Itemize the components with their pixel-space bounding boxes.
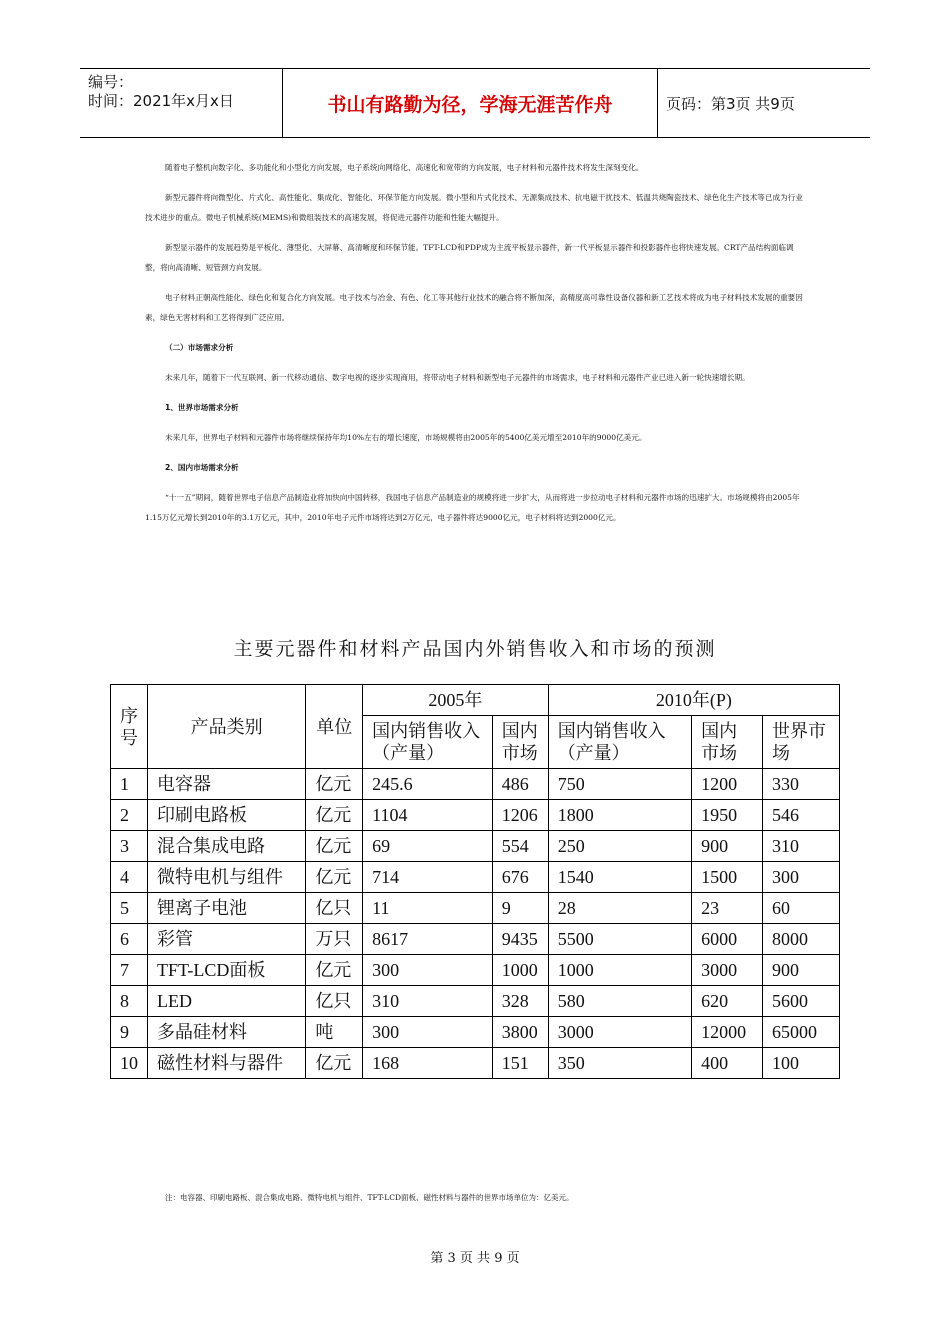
table-row — [111, 800, 840, 831]
paragraph: 新型显示器件的发展趋势是平板化、薄型化、大屏幕、高清晰度和环保节能。TFT-LCD和PDP成为主流平板显示器件，新一代平板显示器件和投影器件也将快速发展。CRT产品结构面临调整，将向高清晰、短管颈方向发展。 — [145, 243, 794, 272]
row-product: LED — [148, 986, 306, 1017]
row-2010-domestic: 3000 — [692, 955, 763, 986]
header-meta — [88, 73, 284, 111]
row-2010-sales: 350 — [548, 1048, 691, 1079]
row-2010-domestic: 23 — [692, 893, 763, 924]
row-unit: 亿元 — [306, 769, 363, 800]
table-row — [111, 955, 840, 986]
row-2010-world: 8000 — [763, 924, 840, 955]
row-2010-domestic: 1950 — [692, 800, 763, 831]
number-label: 编号： — [88, 73, 134, 91]
row-seq: 5 — [111, 893, 148, 924]
row-2010-sales: 1000 — [548, 955, 691, 986]
table-title: 主要元器件和材料产品国内外销售收入和市场的预测 — [233, 638, 717, 660]
header-2010-sales: 国内销售收入（产量） — [548, 716, 691, 769]
row-seq: 8 — [111, 986, 148, 1017]
header-divider — [657, 69, 658, 137]
row-2010-domestic: 900 — [692, 831, 763, 862]
row-2005-sales: 310 — [363, 986, 493, 1017]
header-unit: 单位 — [306, 685, 363, 769]
table-row — [111, 924, 840, 955]
header-2010-world: 世界市场 — [763, 716, 840, 769]
row-product: 磁性材料与器件 — [148, 1048, 306, 1079]
row-2005-sales: 245.6 — [363, 769, 493, 800]
row-product: 锂离子电池 — [148, 893, 306, 924]
row-2005-sales: 168 — [363, 1048, 493, 1079]
row-unit: 亿只 — [306, 893, 363, 924]
time-label: 时间：2021年x月x日 — [88, 92, 234, 110]
row-2005-market: 3800 — [492, 1017, 548, 1048]
forecast-table — [110, 684, 840, 1079]
row-2005-sales: 11 — [363, 893, 493, 924]
row-product: 印刷电路板 — [148, 800, 306, 831]
row-2010-sales: 250 — [548, 831, 691, 862]
row-2005-sales: 300 — [363, 1017, 493, 1048]
row-2005-market: 486 — [492, 769, 548, 800]
row-unit: 亿元 — [306, 1048, 363, 1079]
row-2010-world: 546 — [763, 800, 840, 831]
row-product: 电容器 — [148, 769, 306, 800]
row-2005-market: 1206 — [492, 800, 548, 831]
row-2010-domestic: 1200 — [692, 769, 763, 800]
table-body — [111, 769, 840, 1079]
row-seq: 6 — [111, 924, 148, 955]
row-unit: 亿元 — [306, 831, 363, 862]
paragraph: 随着电子整机向数字化、多功能化和小型化方向发展，电子系统向网络化、高速化和宽带的方向发展，电子材料和元器件技术将发生深刻变化。 — [165, 163, 644, 172]
row-2005-market: 9435 — [492, 924, 548, 955]
row-product: 彩管 — [148, 924, 306, 955]
paragraph: 未来几年，世界电子材料和元器件市场将继续保持年均10%左右的增长速度，市场规模将由2005年的5400亿美元增至2010年的9000亿美元。 — [165, 433, 647, 442]
row-2005-sales: 714 — [363, 862, 493, 893]
section-heading-world: 1、世界市场需求分析 — [165, 403, 239, 412]
row-seq: 4 — [111, 862, 148, 893]
row-seq: 10 — [111, 1048, 148, 1079]
row-2010-domestic: 6000 — [692, 924, 763, 955]
row-2005-market: 328 — [492, 986, 548, 1017]
row-2010-domestic: 400 — [692, 1048, 763, 1079]
row-2010-world: 330 — [763, 769, 840, 800]
paragraph: “十一五”期间，随着世界电子信息产品制造业将加快向中国转移，我国电子信息产品制造业的规模将进一步扩大，从而将进一步拉动电子材料和元器件市场的迅速扩大。市场规模将由2005年1.15万亿元增长到2010年的3.1万亿元，其中，2010年电子元件市场将达到2万亿元，电子器件将达9000亿元，电子材料将达到2000亿元。 — [145, 493, 800, 522]
header-seq: 序号 — [111, 685, 148, 769]
header-product: 产品类别 — [148, 685, 306, 769]
row-2005-market: 1000 — [492, 955, 548, 986]
section-heading-market: （二）市场需求分析 — [165, 343, 234, 352]
row-product: 微特电机与组件 — [148, 862, 306, 893]
row-seq: 2 — [111, 800, 148, 831]
row-2005-sales: 1104 — [363, 800, 493, 831]
page-number-label: 页码：第3页 共9页 — [666, 94, 795, 113]
paragraph: 未来几年，随着下一代互联网、新一代移动通信、数字电视的逐步实现商用，将带动电子材料和新型电子元器件的市场需求，电子材料和元器件产业已进入新一轮快速增长期。 — [165, 373, 750, 382]
paragraph: 新型元器件将向微型化、片式化、高性能化、集成化、智能化、环保节能方向发展。微小型和片式化技术、无源集成技术、抗电磁干扰技术、低温共烧陶瓷技术、绿色化生产技术等已成为行业技术进步的重点。微电子机械系统(MEMS)和微组装技术的高速发展，将促进元器件功能和性能大幅提升。 — [145, 193, 803, 222]
row-2010-world: 100 — [763, 1048, 840, 1079]
row-seq: 7 — [111, 955, 148, 986]
row-2010-domestic: 1500 — [692, 862, 763, 893]
header-motto: 书山有路勤为径，学海无涯苦作舟 — [327, 93, 613, 116]
row-2005-sales: 69 — [363, 831, 493, 862]
table-row — [111, 986, 840, 1017]
row-product: 多晶硅材料 — [148, 1017, 306, 1048]
header-2010-domestic: 国内市场 — [692, 716, 763, 769]
header-2005-sales: 国内销售收入（产量） — [363, 716, 493, 769]
table-row — [111, 1017, 840, 1048]
table-row — [111, 831, 840, 862]
table-row — [111, 769, 840, 800]
row-2010-sales: 580 — [548, 986, 691, 1017]
table-row — [111, 1048, 840, 1079]
row-seq: 3 — [111, 831, 148, 862]
row-2010-sales: 1540 — [548, 862, 691, 893]
header-year-2010: 2010年(P) — [548, 685, 839, 716]
row-2005-market: 676 — [492, 862, 548, 893]
row-unit: 万只 — [306, 924, 363, 955]
row-2005-sales: 300 — [363, 955, 493, 986]
row-2005-market: 9 — [492, 893, 548, 924]
row-2010-sales: 1800 — [548, 800, 691, 831]
table-row — [111, 862, 840, 893]
table-row — [111, 893, 840, 924]
row-2010-domestic: 12000 — [692, 1017, 763, 1048]
row-unit: 亿元 — [306, 800, 363, 831]
row-2010-world: 65000 — [763, 1017, 840, 1048]
row-2005-sales: 8617 — [363, 924, 493, 955]
row-2005-market: 554 — [492, 831, 548, 862]
row-2010-world: 300 — [763, 862, 840, 893]
row-2010-domestic: 620 — [692, 986, 763, 1017]
section-heading-domestic: 2、国内市场需求分析 — [165, 463, 239, 472]
row-2010-world: 310 — [763, 831, 840, 862]
row-2010-world: 60 — [763, 893, 840, 924]
table-note: 注：电容器、印刷电路板、混合集成电路、微特电机与组件、TFT-LCD面板、磁性材料与器件的世界市场单位为：亿美元。 — [165, 1193, 574, 1202]
row-2005-market: 151 — [492, 1048, 548, 1079]
row-product: TFT-LCD面板 — [148, 955, 306, 986]
row-unit: 亿元 — [306, 955, 363, 986]
row-unit: 亿只 — [306, 986, 363, 1017]
row-2010-sales: 28 — [548, 893, 691, 924]
row-product: 混合集成电路 — [148, 831, 306, 862]
header-year-2005: 2005年 — [363, 685, 549, 716]
row-unit: 吨 — [306, 1017, 363, 1048]
row-unit: 亿元 — [306, 862, 363, 893]
row-2010-sales: 750 — [548, 769, 691, 800]
row-seq: 1 — [111, 769, 148, 800]
row-seq: 9 — [111, 1017, 148, 1048]
page-footer: 第 3 页 共 9 页 — [430, 1251, 520, 1266]
row-2010-world: 900 — [763, 955, 840, 986]
paragraph: 电子材料正朝高性能化、绿色化和复合化方向发展。电子技术与冶金、有色、化工等其他行业技术的融合将不断加深，高精度高可靠性设备仪器和新工艺技术将成为电子材料技术发展的重要因素，绿色无害材料和工艺将得到广泛应用。 — [145, 293, 803, 322]
page-header — [80, 68, 870, 138]
row-2010-sales: 3000 — [548, 1017, 691, 1048]
row-2010-sales: 5500 — [548, 924, 691, 955]
row-2010-world: 5600 — [763, 986, 840, 1017]
header-2005-market: 国内市场 — [492, 716, 548, 769]
document-body — [145, 158, 805, 538]
